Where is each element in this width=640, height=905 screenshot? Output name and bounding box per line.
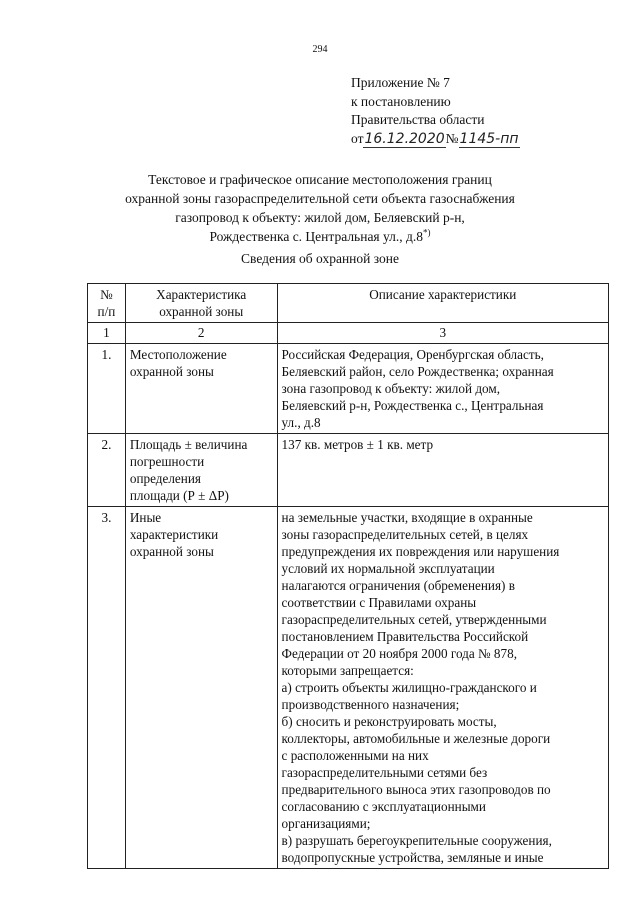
zone-info-table: [87, 283, 609, 869]
from-prefix: от: [351, 130, 364, 146]
description-line: 137 кв. метров ± 1 кв. метр: [281, 437, 434, 452]
description-line: производственного назначения;: [281, 697, 460, 712]
appendix-title: Приложение № 7: [351, 75, 450, 90]
appendix-resolution-line: к постановлению: [351, 93, 451, 109]
row-characteristic: [125, 434, 277, 507]
description-line: зоны газораспределительных сетей, в целях: [281, 527, 529, 542]
description-line: на земельные участки, входящие в охранные: [281, 510, 533, 525]
description-line: коллекторы, автомобильные и железные дороги: [281, 731, 551, 746]
characteristic-line: Иные: [129, 510, 162, 525]
characteristic-line: Площадь ± величина: [129, 437, 248, 452]
characteristic-line: Местоположение: [129, 347, 227, 362]
description-line: Беляевский р-н, Рождественка с., Центральная: [281, 398, 544, 413]
row-description: [277, 507, 608, 869]
table-row: [88, 507, 609, 869]
column-number-row: [88, 323, 609, 344]
description-line: зона газопровод к объекту: жилой дом,: [281, 381, 501, 396]
document-title: [60, 170, 580, 246]
description-line: газораспределительных сетей, утвержденными: [281, 612, 547, 627]
title-line-1: Текстовое и графическое описание местоположения границ: [148, 172, 492, 187]
header-no-line: №: [100, 287, 113, 302]
description-line: соответствии с Правилами охраны: [281, 595, 477, 610]
table-header-row: [88, 284, 609, 323]
description-line: ул., д.8: [281, 415, 321, 430]
number-prefix: №: [445, 130, 459, 146]
description-line: налагаются ограничения (обременения) в: [281, 578, 515, 593]
title-line-3: газопровод к объекту: жилой дом, Беляевский р-н,: [175, 210, 465, 225]
description-line: Беляевский район, село Рождественка; охранная: [281, 364, 554, 379]
characteristic-line: погрешности: [129, 454, 205, 469]
handwritten-number: 1145-пп: [459, 130, 519, 147]
page-number: 294: [312, 44, 328, 55]
header-characteristic-line: охранной зоны: [159, 304, 244, 319]
handwritten-date: 16.12.2020: [364, 130, 445, 147]
row-characteristic: [125, 344, 277, 434]
description-line: а) строить объекты жилищно-гражданского и: [281, 680, 537, 695]
characteristic-line: охранной зоны: [129, 544, 214, 559]
column-number: 3: [277, 323, 608, 344]
table-row: [88, 344, 609, 434]
footnote-mark: *): [423, 227, 431, 238]
characteristic-line: площади (Р ± ΔР): [129, 488, 229, 503]
row-number: 1.: [88, 344, 126, 434]
description-line: Федерации от 20 ноября 2000 года № 878,: [281, 646, 518, 661]
appendix-date-number-line: [351, 130, 520, 149]
characteristic-line: характеристики: [129, 527, 219, 542]
row-description: [277, 344, 608, 434]
title-line-4-text: Рождественка с. Центральная ул., д.8: [209, 229, 424, 244]
appendix-block: [351, 74, 520, 148]
description-line: условий их нормальной эксплуатации: [281, 561, 495, 576]
row-characteristic: [125, 507, 277, 869]
row-number: 3.: [88, 507, 126, 869]
description-line: водопропускные устройства, земляные и иные: [281, 850, 544, 865]
characteristic-line: определения: [129, 471, 201, 486]
row-description: [277, 434, 608, 507]
description-line: предварительного выноса этих газопроводов по: [281, 782, 551, 797]
description-line: в) разрушать берегоукрепительные сооружения,: [281, 833, 552, 848]
header-no: [88, 284, 126, 323]
title-line-4: [60, 227, 580, 246]
characteristic-line: охранной зоны: [129, 364, 214, 379]
description-line: постановлением Правительства Российской: [281, 629, 529, 644]
row-number: 2.: [88, 434, 126, 507]
column-number: 1: [88, 323, 126, 344]
description-line: с расположенными на них: [281, 748, 429, 763]
appendix-government-line: Правительства области: [351, 112, 485, 127]
header-description: Описание характеристики: [277, 284, 608, 323]
description-line: предупреждения их повреждения или нарушения: [281, 544, 560, 559]
header-no-line: п/п: [97, 304, 116, 319]
column-number: 2: [125, 323, 277, 344]
description-line: согласованию с эксплуатационными: [281, 799, 486, 814]
title-line-2: охранной зоны газораспределительной сети объекта газоснабжения: [125, 191, 515, 206]
description-line: газораспределительными сетями без: [281, 765, 488, 780]
header-characteristic-line: Характеристика: [156, 287, 247, 302]
description-line: организациями;: [281, 816, 371, 831]
section-subtitle: Сведения об охранной зоне: [241, 251, 399, 266]
description-line: которыми запрещается:: [281, 663, 414, 678]
description-line: б) сносить и реконструировать мосты,: [281, 714, 497, 729]
description-line: Российская Федерация, Оренбургская область,: [281, 347, 544, 362]
header-characteristic: [125, 284, 277, 323]
table-row: [88, 434, 609, 507]
